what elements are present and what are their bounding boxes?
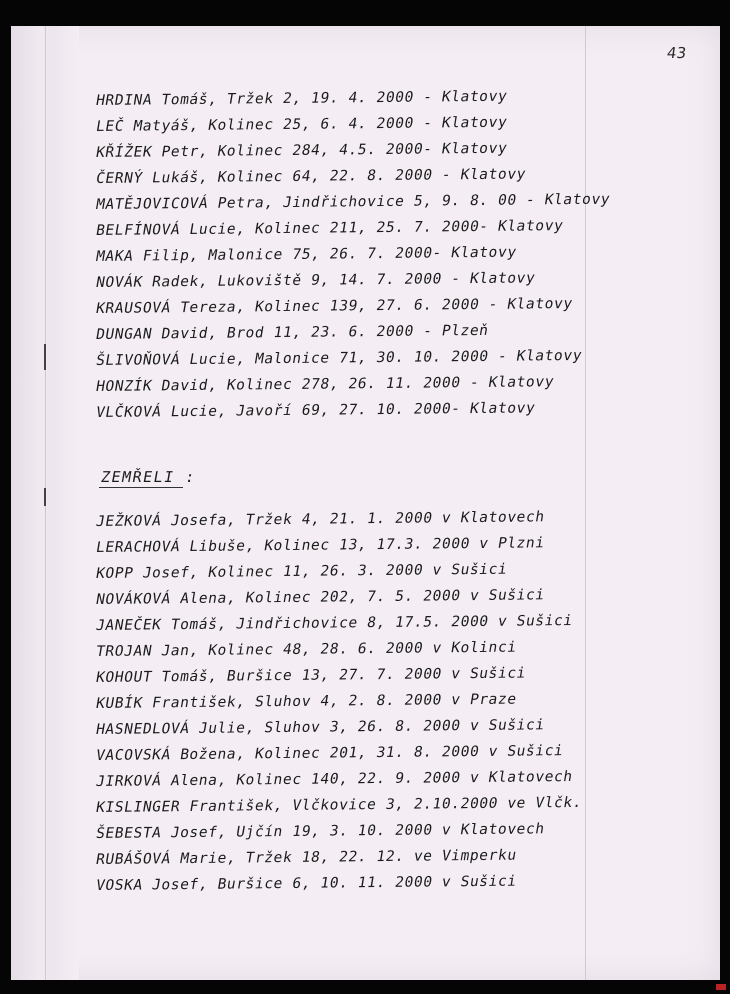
entry-line: MAKA Filip, Malonice 75, 26. 7. 2000- Klatovy — [94, 244, 518, 265]
binding-thread-mark — [44, 344, 46, 370]
entry-line: NOVÁK Radek, Lukoviště 9, 14. 7. 2000 - Klatovy — [94, 270, 537, 291]
deceased-entry-line: KISLINGER František, Vlčkovice 3, 2.10.2000 ve Vlčk. — [94, 794, 584, 816]
deceased-entry-line: JIRKOVÁ Alena, Kolinec 140, 22. 9. 2000 v Klatovech — [94, 769, 575, 790]
deceased-entry-line: ŠEBESTA Josef, Ujčín 19, 3. 10. 2000 v Klatovech — [94, 821, 546, 842]
deceased-entry-line: KOPP Josef, Kolinec 11, 26. 3. 2000 v Sušici — [94, 561, 509, 582]
page-number: 43 — [665, 44, 688, 62]
deceased-entry-line: VACOVSKÁ Božena, Kolinec 201, 31. 8. 2000 v Sušici — [94, 743, 565, 764]
deceased-entry-line: JANEČEK Tomáš, Jindřichovice 8, 17.5. 2000 v Sušici — [94, 613, 575, 634]
heading-underline — [99, 487, 183, 488]
entry-line: VLČKOVÁ Lucie, Javoří 69, 27. 10. 2000- Klatovy — [94, 400, 537, 421]
entry-line: LEČ Matyáš, Kolinec 25, 6. 4. 2000 - Klatovy — [94, 114, 509, 135]
entry-line: MATĚJOVICOVÁ Petra, Jindřichovice 5, 9. 8. 00 - Klatovy — [94, 191, 612, 213]
deceased-entry-line: KUBÍK František, Sluhov 4, 2. 8. 2000 v Praze — [94, 691, 518, 712]
deceased-entry-line: TROJAN Jan, Kolinec 48, 28. 6. 2000 v Kolinci — [94, 639, 518, 660]
deceased-entry-line: JEŽKOVÁ Josefa, Tržek 4, 21. 1. 2000 v Klatovech — [94, 509, 546, 530]
binding-thread-mark — [44, 488, 46, 506]
entry-line: BELFÍNOVÁ Lucie, Kolinec 211, 25. 7. 2000- Klatovy — [94, 218, 565, 239]
right-margin-rule — [585, 26, 586, 980]
entry-line: DUNGAN David, Brod 11, 23. 6. 2000 - Plzeň — [94, 322, 490, 343]
entry-line: HRDINA Tomáš, Tržek 2, 19. 4. 2000 - Klatovy — [94, 88, 509, 109]
deceased-entry-line: NOVÁKOVÁ Alena, Kolinec 202, 7. 5. 2000 v Sušici — [94, 587, 546, 608]
ledger-page — [11, 26, 720, 980]
entry-line: KRAUSOVÁ Tereza, Kolinec 139, 27. 6. 2000 - Klatovy — [94, 296, 575, 317]
entry-line: ŠLIVOŇOVÁ Lucie, Malonice 71, 30. 10. 2000 - Klatovy — [94, 347, 584, 369]
scan-corner-marker — [716, 984, 726, 990]
deceased-entry-line: RUBÁŠOVÁ Marie, Tržek 18, 22. 12. ve Vimperku — [94, 847, 518, 868]
entry-line: HONZÍK David, Kolinec 278, 26. 11. 2000 - Klatovy — [94, 374, 556, 395]
entry-line: KŘÍŽEK Petr, Kolinec 284, 4.5. 2000- Klatovy — [94, 140, 509, 161]
deceased-entry-line: LERACHOVÁ Libuše, Kolinec 13, 17.3. 2000 v Plzni — [94, 535, 546, 556]
section-heading-deceased: ZEMŘELI : — [99, 468, 198, 486]
deceased-entry-line: HASNEDLOVÁ Julie, Sluhov 3, 26. 8. 2000 v Sušici — [94, 717, 546, 738]
entry-line: ČERNÝ Lukáš, Kolinec 64, 22. 8. 2000 - Klatovy — [94, 166, 528, 187]
deceased-entry-line: VOSKA Josef, Buršice 6, 10. 11. 2000 v Sušici — [94, 873, 518, 894]
deceased-entry-line: KOHOUT Tomáš, Buršice 13, 27. 7. 2000 v Sušici — [94, 665, 528, 686]
